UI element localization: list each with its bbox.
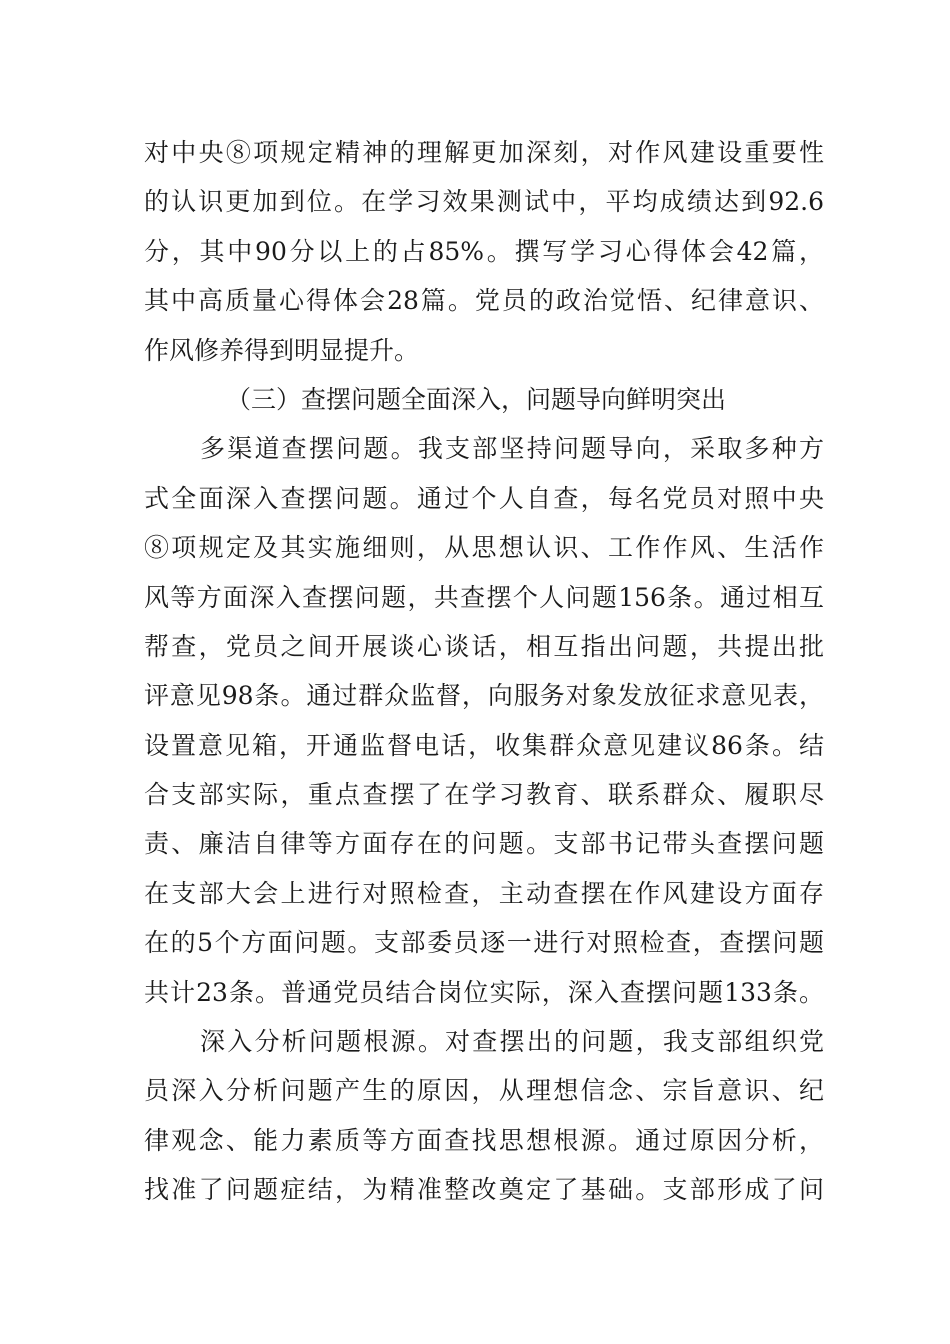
text-line: 分，其中90分以上的占85%。撰写学习心得体会42篇，: [144, 236, 824, 266]
document-body: [144, 128, 824, 1215]
text-line: 对中央⑧项规定精神的理解更加深刻，对作风建设重要性: [144, 138, 824, 167]
text-line: 风等方面深入查摆问题，共查摆个人问题156条。通过相互: [144, 582, 824, 612]
text-line: 在支部大会上进行对照检查，主动查摆在作风建设方面存: [144, 878, 824, 908]
text-line: 作风修养得到明显提升。: [144, 335, 420, 365]
text-line: ⑧项规定及其实施细则，从思想认识、工作作风、生活作: [144, 533, 824, 563]
text-line: 帮查，党员之间开展谈心谈话，相互指出问题，共提出批: [144, 631, 824, 661]
paragraph-first-line: 深入分析问题根源。对查摆出的问题，我支部组织党: [200, 1027, 824, 1057]
text-line: 律观念、能力素质等方面查找思想根源。通过原因分析，: [144, 1125, 824, 1155]
text-line: 找准了问题症结，为精准整改奠定了基础。支部形成了问: [144, 1175, 824, 1205]
text-line: 的认识更加到位。在学习效果测试中，平均成绩达到92.6: [144, 187, 824, 217]
text-line: 式全面深入查摆问题。通过个人自查，每名党员对照中央: [144, 483, 824, 513]
text-line: 合支部实际，重点查摆了在学习教育、联系群众、履职尽: [144, 780, 824, 810]
text-line: 责、廉洁自律等方面存在的问题。支部书记带头查摆问题: [144, 829, 824, 859]
text-line: 评意见98条。通过群众监督，向服务对象发放征求意见表，: [144, 681, 824, 711]
text-line: 在的5个方面问题。支部委员逐一进行对照检查，查摆问题: [144, 928, 824, 958]
section-heading: （三）查摆问题全面深入，问题导向鲜明突出: [226, 384, 727, 414]
paragraph-first-line: 多渠道查摆问题。我支部坚持问题导向，采取多种方: [200, 434, 824, 464]
text-line: 其中高质量心得体会28篇。党员的政治觉悟、纪律意识、: [144, 286, 824, 316]
text-line: 设置意见箱，开通监督电话，收集群众意见建议86条。结: [144, 730, 824, 760]
text-line: 员深入分析问题产生的原因，从理想信念、宗旨意识、纪: [144, 1076, 824, 1106]
text-line: 共计23条。普通党员结合岗位实际，深入查摆问题133条。: [144, 977, 824, 1007]
